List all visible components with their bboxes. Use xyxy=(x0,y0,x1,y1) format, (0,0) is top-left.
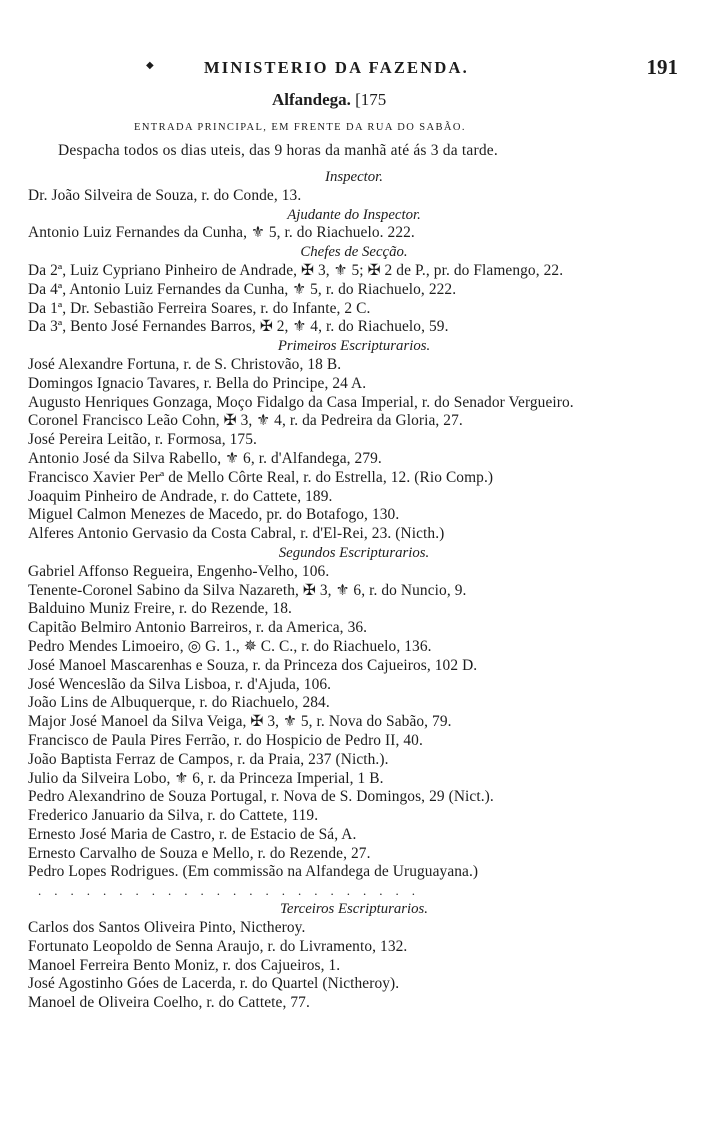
staff-entry: Augusto Henriques Gonzaga, Moço Fidalgo da Casa Imperial, r. do Senador Vergueiro. xyxy=(28,393,574,411)
staff-entry: Tenente-Coronel Sabino da Silva Nazareth, ✠ 3, ⚜ 6, r. do Nuncio, 9. xyxy=(28,581,467,599)
staff-entry: Domingos Ignacio Tavares, r. Bella do Principe, 24 A. xyxy=(28,374,367,392)
staff-entry: Da 1ª, Dr. Sebastião Ferreira Soares, r. do Infante, 2 C. xyxy=(28,299,371,317)
staff-entry: Pedro Mendes Limoeiro, ◎ G. 1., ✵ C. C., r. do Riachuelo, 136. xyxy=(28,637,432,655)
staff-entry: Major José Manoel da Silva Veiga, ✠ 3, ⚜ 5, r. Nova do Sabão, 79. xyxy=(28,713,452,731)
office-hours: Despacha todos os dias uteis, das 9 horas da manhã até ás 3 da tarde. xyxy=(58,142,498,159)
staff-list xyxy=(28,168,680,1013)
staff-entry: Coronel Francisco Leão Cohn, ✠ 3, ⚜ 4, r. da Pedreira da Gloria, 27. xyxy=(28,412,463,430)
staff-entry: José Alexandre Fortuna, r. de S. Christovão, 18 B. xyxy=(28,355,342,373)
page-header xyxy=(26,0,680,79)
staff-entry: Pedro Alexandrino de Souza Portugal, r. Nova de S. Domingos, 29 (Nict.). xyxy=(28,788,494,806)
staff-entry: Francisco Xavier Perª de Mello Côrte Real, r. do Estrella, 12. (Rio Comp.) xyxy=(28,468,494,486)
rank-heading: Segundos Escripturarios. xyxy=(278,544,430,561)
staff-entry: Gabriel Affonso Regueira, Engenho-Velho, 106. xyxy=(28,562,330,580)
rank-heading: Terceiros Escripturarios. xyxy=(280,901,428,918)
staff-entry: Da 2ª, Luiz Cypriano Pinheiro de Andrade, ✠ 3, ⚜ 5; ✠ 2 de P., pr. do Flamengo, 22. xyxy=(28,261,564,279)
staff-entry: Joaquim Pinheiro de Andrade, r. do Cattete, 189. xyxy=(28,487,333,505)
bullet-mark: ◆ xyxy=(146,60,154,71)
staff-entry: José Manoel Mascarenhas e Souza, r. da Princeza dos Cajueiros, 102 D. xyxy=(28,656,478,674)
running-title: MINISTERIO DA FAZENDA. xyxy=(204,58,469,77)
staff-entry: Francisco de Paula Pires Ferrão, r. do Hospicio de Pedro II, 40. xyxy=(28,731,423,749)
section-reference: [175 xyxy=(355,90,387,109)
staff-entry: Carlos dos Santos Oliveira Pinto, Nictheroy. xyxy=(28,919,306,937)
staff-entry: Julio da Silveira Lobo, ⚜ 6, r. da Princeza Imperial, 1 B. xyxy=(28,769,384,787)
section-name: Alfandega. xyxy=(272,90,351,109)
staff-entry: Fortunato Leopoldo de Senna Araujo, r. do Livramento, 132. xyxy=(28,937,408,955)
entrance-note: ENTRADA PRINCIPAL, EM FRENTE DA RUA DO SABÃO. xyxy=(134,122,466,133)
page-number: 191 xyxy=(646,55,678,79)
rank-heading: Ajudante do Inspector. xyxy=(287,206,421,223)
staff-entry: Alferes Antonio Gervasio da Costa Cabral, r. d'El-Rei, 23. (Nicth.) xyxy=(28,525,445,543)
staff-entry: João Lins de Albuquerque, r. do Riachuelo, 284. xyxy=(28,694,330,712)
staff-entry: Frederico Januario da Silva, r. do Cattete, 119. xyxy=(28,807,319,825)
staff-entry: Manoel Ferreira Bento Moniz, r. dos Cajueiros, 1. xyxy=(28,956,341,974)
staff-entry: Da 3ª, Bento José Fernandes Barros, ✠ 2, ⚜ 4, r. do Riachuelo, 59. xyxy=(28,318,449,336)
staff-entry: Dr. João Silveira de Souza, r. do Conde, 13. xyxy=(28,186,302,204)
staff-entry: Manoel de Oliveira Coelho, r. do Cattete, 77. xyxy=(28,994,310,1012)
staff-entry: Capitão Belmiro Antonio Barreiros, r. da America, 36. xyxy=(28,619,368,637)
section-title xyxy=(272,90,386,110)
staff-entry: José Agostinho Góes de Lacerda, r. do Quartel (Nictheroy). xyxy=(28,975,400,993)
staff-entry: Ernesto José Maria de Castro, r. de Estacio de Sá, A. xyxy=(28,825,357,843)
staff-entry: Pedro Lopes Rodrigues. (Em commissão na Alfandega de Uruguayana.) xyxy=(28,863,479,881)
ellipsis-divider: ........................ xyxy=(38,883,428,899)
staff-entry: Balduino Muniz Freire, r. do Rezende, 18. xyxy=(28,600,292,618)
staff-entry: João Baptista Ferraz de Campos, r. da Praia, 237 (Nicth.). xyxy=(28,750,389,768)
staff-entry: Miguel Calmon Menezes de Macedo, pr. do Botafogo, 130. xyxy=(28,506,400,524)
rank-heading: Inspector. xyxy=(325,169,383,185)
rank-heading: Primeiros Escripturarios. xyxy=(277,338,431,355)
staff-entry: Antonio José da Silva Rabello, ⚜ 6, r. d'Alfandega, 279. xyxy=(28,449,382,467)
staff-entry: José Wenceslão da Silva Lisboa, r. d'Ajuda, 106. xyxy=(28,675,332,693)
staff-entry: Ernesto Carvalho de Souza e Mello, r. do Rezende, 27. xyxy=(28,844,371,862)
rank-heading: Chefes de Secção. xyxy=(300,244,408,261)
staff-entry: Antonio Luiz Fernandes da Cunha, ⚜ 5, r. do Riachuelo. 222. xyxy=(28,224,415,242)
staff-entry: Da 4ª, Antonio Luiz Fernandes da Cunha, ⚜ 5, r. do Riachuelo, 222. xyxy=(28,280,457,298)
staff-entry: José Pereira Leitão, r. Formosa, 175. xyxy=(28,431,257,449)
